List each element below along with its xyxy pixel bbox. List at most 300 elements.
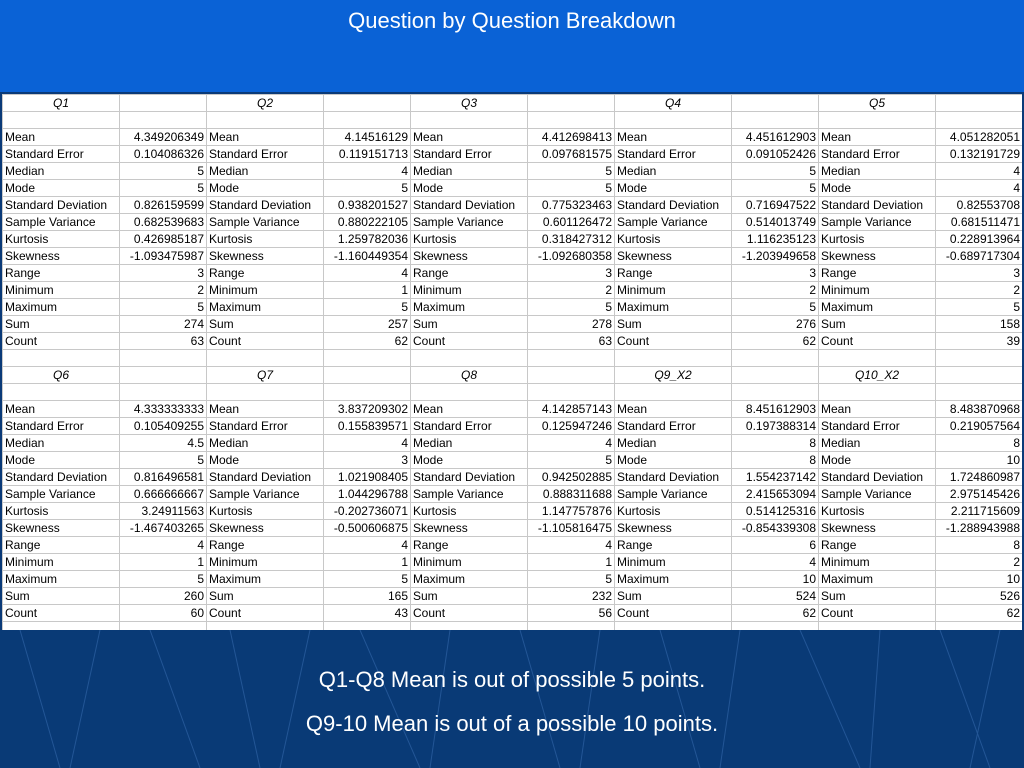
- empty-cell: [3, 350, 120, 367]
- stat-value: 232: [528, 588, 615, 605]
- stat-value: -1.288943988: [936, 520, 1023, 537]
- question-header: Q7: [207, 367, 324, 384]
- empty-cell: [732, 350, 819, 367]
- question-header: Q1: [3, 95, 120, 112]
- question-header: Q10_X2: [819, 367, 936, 384]
- stat-label: Skewness: [207, 248, 324, 265]
- empty-cell: [732, 622, 819, 631]
- empty-cell: [207, 622, 324, 631]
- table-row: [3, 605, 1023, 622]
- stat-label: Median: [819, 435, 936, 452]
- table-row: [3, 333, 1023, 350]
- empty-cell: [411, 350, 528, 367]
- stat-label: Sample Variance: [3, 486, 120, 503]
- stat-value: 257: [324, 316, 411, 333]
- stat-value: -1.105816475: [528, 520, 615, 537]
- stat-label: Maximum: [411, 299, 528, 316]
- stat-value: 0.880222105: [324, 214, 411, 231]
- footer-note-q9-q10: Q9-10 Mean is out of a possible 10 points.: [305, 711, 719, 736]
- empty-cell: [615, 350, 732, 367]
- stat-label: Kurtosis: [207, 231, 324, 248]
- empty-cell: [936, 367, 1023, 384]
- stat-value: 5: [324, 299, 411, 316]
- stat-label: Mode: [411, 180, 528, 197]
- stat-label: Range: [3, 537, 120, 554]
- stat-label: Skewness: [819, 520, 936, 537]
- empty-cell: [324, 367, 411, 384]
- table-row: [3, 265, 1023, 282]
- stat-value: 5: [120, 180, 207, 197]
- empty-cell: [207, 384, 324, 401]
- stat-label: Minimum: [411, 282, 528, 299]
- empty-cell: [819, 350, 936, 367]
- stat-value: 1: [324, 554, 411, 571]
- empty-cell: [528, 112, 615, 129]
- stat-label: Sample Variance: [411, 214, 528, 231]
- stat-label: Range: [819, 265, 936, 282]
- table-row: [3, 435, 1023, 452]
- stat-label: Range: [3, 265, 120, 282]
- stat-label: Count: [819, 333, 936, 350]
- stat-value: 4: [324, 537, 411, 554]
- question-header: Q6: [3, 367, 120, 384]
- stat-label: Standard Error: [819, 418, 936, 435]
- stat-value: 4.333333333: [120, 401, 207, 418]
- blank-row: [3, 350, 1023, 367]
- stat-label: Range: [615, 265, 732, 282]
- stat-label: Minimum: [411, 554, 528, 571]
- stat-label: Median: [615, 163, 732, 180]
- stat-value: 0.426985187: [120, 231, 207, 248]
- stat-label: Mean: [411, 401, 528, 418]
- stat-label: Standard Deviation: [3, 197, 120, 214]
- table-row: [3, 231, 1023, 248]
- stat-label: Standard Deviation: [207, 469, 324, 486]
- table-row: [3, 401, 1023, 418]
- stat-value: 5: [528, 452, 615, 469]
- stat-label: Median: [411, 435, 528, 452]
- stat-value: 1: [528, 554, 615, 571]
- question-header: Q5: [819, 95, 936, 112]
- stat-value: 2.211715609: [936, 503, 1023, 520]
- stat-label: Sample Variance: [615, 214, 732, 231]
- stat-label: Sum: [819, 316, 936, 333]
- stat-value: 62: [732, 605, 819, 622]
- stat-value: 4: [528, 435, 615, 452]
- stat-label: Standard Deviation: [207, 197, 324, 214]
- empty-cell: [732, 384, 819, 401]
- stat-value: 63: [120, 333, 207, 350]
- stat-value: 62: [936, 605, 1023, 622]
- stat-label: Kurtosis: [615, 231, 732, 248]
- stat-label: Sum: [3, 316, 120, 333]
- stat-label: Standard Deviation: [411, 197, 528, 214]
- empty-cell: [324, 384, 411, 401]
- empty-cell: [324, 350, 411, 367]
- table-row: [3, 299, 1023, 316]
- stat-value: 0.716947522: [732, 197, 819, 214]
- empty-cell: [207, 350, 324, 367]
- stat-value: 274: [120, 316, 207, 333]
- stat-value: 5: [120, 452, 207, 469]
- empty-cell: [732, 112, 819, 129]
- stat-label: Range: [411, 265, 528, 282]
- stat-label: Mode: [819, 452, 936, 469]
- stat-value: 0.125947246: [528, 418, 615, 435]
- stat-value: 0.119151713: [324, 146, 411, 163]
- stat-label: Standard Deviation: [819, 197, 936, 214]
- statistics-spreadsheet: [2, 94, 1022, 630]
- stat-value: 3: [732, 265, 819, 282]
- stat-label: Mean: [207, 129, 324, 146]
- empty-cell: [819, 622, 936, 631]
- stat-label: Kurtosis: [819, 231, 936, 248]
- stat-label: Maximum: [207, 571, 324, 588]
- stat-label: Mode: [819, 180, 936, 197]
- empty-cell: [324, 112, 411, 129]
- stat-label: Range: [615, 537, 732, 554]
- stat-label: Sum: [3, 588, 120, 605]
- stat-label: Standard Deviation: [615, 469, 732, 486]
- stat-value: 2: [732, 282, 819, 299]
- empty-cell: [3, 112, 120, 129]
- empty-cell: [120, 384, 207, 401]
- stat-value: 260: [120, 588, 207, 605]
- stat-value: 4: [324, 435, 411, 452]
- stat-label: Maximum: [207, 299, 324, 316]
- stat-label: Median: [615, 435, 732, 452]
- stat-value: 0.82553708: [936, 197, 1023, 214]
- empty-cell: [732, 367, 819, 384]
- empty-cell: [528, 367, 615, 384]
- stat-label: Mode: [207, 180, 324, 197]
- stat-label: Standard Deviation: [3, 469, 120, 486]
- stat-value: 0.681511471: [936, 214, 1023, 231]
- stat-label: Mean: [3, 129, 120, 146]
- stat-value: 4.5: [120, 435, 207, 452]
- stat-value: 0.942502885: [528, 469, 615, 486]
- table-row: [3, 588, 1023, 605]
- stat-value: 0.826159599: [120, 197, 207, 214]
- question-header: Q8: [411, 367, 528, 384]
- empty-cell: [528, 622, 615, 631]
- stat-value: 1.724860987: [936, 469, 1023, 486]
- stat-label: Minimum: [819, 554, 936, 571]
- stat-value: 526: [936, 588, 1023, 605]
- stat-value: 5: [936, 299, 1023, 316]
- stat-value: 2.975145426: [936, 486, 1023, 503]
- stat-label: Median: [3, 435, 120, 452]
- stat-value: 4.412698413: [528, 129, 615, 146]
- stat-label: Minimum: [615, 282, 732, 299]
- empty-cell: [120, 367, 207, 384]
- empty-cell: [615, 384, 732, 401]
- table-row: [3, 197, 1023, 214]
- stat-label: Mode: [3, 452, 120, 469]
- stat-label: Standard Error: [3, 146, 120, 163]
- stat-label: Skewness: [411, 248, 528, 265]
- stat-value: 5: [528, 299, 615, 316]
- stat-value: 2: [528, 282, 615, 299]
- stat-label: Mean: [819, 129, 936, 146]
- stat-label: Median: [207, 163, 324, 180]
- stat-label: Mean: [615, 401, 732, 418]
- slide-title: Question by Question Breakdown: [348, 8, 676, 33]
- stat-label: Standard Error: [615, 146, 732, 163]
- table-row: [3, 129, 1023, 146]
- table-row: [3, 452, 1023, 469]
- stat-value: 1.259782036: [324, 231, 411, 248]
- stat-value: 0.104086326: [120, 146, 207, 163]
- stat-label: Minimum: [3, 554, 120, 571]
- stat-value: 3.837209302: [324, 401, 411, 418]
- stat-label: Sum: [615, 588, 732, 605]
- stat-value: 8: [732, 452, 819, 469]
- stat-label: Mode: [207, 452, 324, 469]
- stat-label: Mean: [207, 401, 324, 418]
- stat-label: Standard Error: [615, 418, 732, 435]
- stat-value: 5: [732, 299, 819, 316]
- stat-value: 8: [936, 435, 1023, 452]
- stat-label: Mean: [819, 401, 936, 418]
- empty-cell: [120, 350, 207, 367]
- stat-value: 5: [120, 163, 207, 180]
- stat-value: 2: [936, 282, 1023, 299]
- stat-label: Range: [207, 265, 324, 282]
- stat-value: 3.24911563: [120, 503, 207, 520]
- stat-value: 0.666666667: [120, 486, 207, 503]
- stat-value: 165: [324, 588, 411, 605]
- table-row: [3, 469, 1023, 486]
- stat-value: 5: [528, 163, 615, 180]
- table-row: [3, 214, 1023, 231]
- table-row: [3, 571, 1023, 588]
- empty-cell: [411, 112, 528, 129]
- stat-label: Sample Variance: [207, 214, 324, 231]
- stat-label: Standard Error: [411, 146, 528, 163]
- stat-label: Standard Deviation: [819, 469, 936, 486]
- stat-value: 63: [528, 333, 615, 350]
- stat-label: Minimum: [207, 554, 324, 571]
- stat-value: 4: [936, 180, 1023, 197]
- stat-value: 5: [528, 571, 615, 588]
- table-row: [3, 537, 1023, 554]
- stat-label: Median: [207, 435, 324, 452]
- stat-label: Range: [207, 537, 324, 554]
- stat-value: -1.160449354: [324, 248, 411, 265]
- stat-label: Sample Variance: [411, 486, 528, 503]
- stat-label: Maximum: [411, 571, 528, 588]
- stat-value: 1: [324, 282, 411, 299]
- stat-value: 1.044296788: [324, 486, 411, 503]
- stat-label: Skewness: [207, 520, 324, 537]
- stat-label: Skewness: [3, 520, 120, 537]
- stat-value: 0.514125316: [732, 503, 819, 520]
- empty-cell: [528, 384, 615, 401]
- question-header: Q9_X2: [615, 367, 732, 384]
- stat-value: 3: [120, 265, 207, 282]
- stat-label: Mean: [3, 401, 120, 418]
- stat-label: Range: [819, 537, 936, 554]
- stat-value: 4.451612903: [732, 129, 819, 146]
- stat-label: Count: [819, 605, 936, 622]
- table-row: [3, 418, 1023, 435]
- stat-value: -0.500606875: [324, 520, 411, 537]
- empty-cell: [207, 112, 324, 129]
- stat-label: Kurtosis: [3, 503, 120, 520]
- stat-label: Kurtosis: [411, 503, 528, 520]
- stat-value: 39: [936, 333, 1023, 350]
- stat-label: Kurtosis: [411, 231, 528, 248]
- stat-label: Count: [207, 333, 324, 350]
- stat-value: 0.091052426: [732, 146, 819, 163]
- stat-label: Mode: [411, 452, 528, 469]
- stat-value: 158: [936, 316, 1023, 333]
- stat-value: 0.228913964: [936, 231, 1023, 248]
- stat-value: 0.888311688: [528, 486, 615, 503]
- table-row: [3, 163, 1023, 180]
- question-header: Q2: [207, 95, 324, 112]
- stat-label: Minimum: [207, 282, 324, 299]
- stat-label: Maximum: [615, 571, 732, 588]
- stat-label: Mean: [615, 129, 732, 146]
- table-row: [3, 180, 1023, 197]
- stat-value: -0.854339308: [732, 520, 819, 537]
- question-header: Q4: [615, 95, 732, 112]
- stat-value: 10: [936, 452, 1023, 469]
- stat-value: 10: [732, 571, 819, 588]
- decorative-lines: [0, 630, 1024, 768]
- stat-value: 0.105409255: [120, 418, 207, 435]
- statistics-table: [2, 94, 1022, 630]
- stat-label: Median: [411, 163, 528, 180]
- stat-label: Sum: [615, 316, 732, 333]
- stat-value: -1.093475987: [120, 248, 207, 265]
- empty-cell: [819, 112, 936, 129]
- stat-value: 4: [120, 537, 207, 554]
- stat-label: Maximum: [3, 571, 120, 588]
- stat-value: 0.938201527: [324, 197, 411, 214]
- stat-label: Standard Deviation: [615, 197, 732, 214]
- empty-cell: [732, 95, 819, 112]
- stat-value: -1.467403265: [120, 520, 207, 537]
- blank-row: [3, 112, 1023, 129]
- stat-value: 2: [120, 282, 207, 299]
- stat-value: 524: [732, 588, 819, 605]
- empty-cell: [936, 384, 1023, 401]
- stat-label: Sum: [411, 316, 528, 333]
- stat-label: Count: [615, 333, 732, 350]
- stat-value: 62: [324, 333, 411, 350]
- stat-label: Maximum: [819, 571, 936, 588]
- stat-label: Skewness: [411, 520, 528, 537]
- stat-value: 5: [324, 571, 411, 588]
- stat-value: 0.155839571: [324, 418, 411, 435]
- blank-row: [3, 622, 1023, 631]
- stat-value: 8.451612903: [732, 401, 819, 418]
- stat-label: Count: [411, 333, 528, 350]
- stat-value: 0.318427312: [528, 231, 615, 248]
- stat-label: Count: [411, 605, 528, 622]
- stat-value: 5: [732, 180, 819, 197]
- stat-label: Median: [819, 163, 936, 180]
- stat-label: Skewness: [819, 248, 936, 265]
- stat-value: 1.116235123: [732, 231, 819, 248]
- stat-value: 43: [324, 605, 411, 622]
- stat-label: Count: [207, 605, 324, 622]
- stat-value: 1.554237142: [732, 469, 819, 486]
- stat-value: 0.097681575: [528, 146, 615, 163]
- stat-label: Kurtosis: [207, 503, 324, 520]
- stat-value: 4.142857143: [528, 401, 615, 418]
- stat-label: Sample Variance: [207, 486, 324, 503]
- stat-label: Mode: [615, 452, 732, 469]
- stat-label: Standard Deviation: [411, 469, 528, 486]
- stat-label: Sum: [207, 316, 324, 333]
- table-row: [3, 282, 1023, 299]
- stat-value: 5: [120, 299, 207, 316]
- empty-cell: [411, 384, 528, 401]
- stat-label: Skewness: [615, 248, 732, 265]
- empty-cell: [936, 95, 1023, 112]
- stat-label: Sample Variance: [819, 486, 936, 503]
- empty-cell: [936, 622, 1023, 631]
- stat-label: Skewness: [615, 520, 732, 537]
- stat-label: Mean: [411, 129, 528, 146]
- stat-value: 5: [528, 180, 615, 197]
- stat-label: Maximum: [615, 299, 732, 316]
- stat-value: 5: [732, 163, 819, 180]
- stat-value: 0.514013749: [732, 214, 819, 231]
- stat-value: 10: [936, 571, 1023, 588]
- stat-value: 4: [936, 163, 1023, 180]
- blank-row: [3, 384, 1023, 401]
- stat-label: Mode: [615, 180, 732, 197]
- stat-value: 2.415653094: [732, 486, 819, 503]
- stat-value: 0.816496581: [120, 469, 207, 486]
- stat-label: Sum: [207, 588, 324, 605]
- empty-cell: [819, 384, 936, 401]
- stat-label: Maximum: [819, 299, 936, 316]
- stat-label: Standard Error: [819, 146, 936, 163]
- stat-value: 2: [936, 554, 1023, 571]
- empty-cell: [120, 622, 207, 631]
- stat-value: 278: [528, 316, 615, 333]
- stat-value: 4.14516129: [324, 129, 411, 146]
- stat-value: 4: [324, 163, 411, 180]
- empty-cell: [120, 95, 207, 112]
- stat-label: Skewness: [3, 248, 120, 265]
- stat-label: Minimum: [615, 554, 732, 571]
- stat-value: 5: [120, 571, 207, 588]
- table-row: [3, 503, 1023, 520]
- header-row: [3, 95, 1023, 112]
- stat-value: 6: [732, 537, 819, 554]
- stat-value: 4.349206349: [120, 129, 207, 146]
- stat-value: 1.147757876: [528, 503, 615, 520]
- stat-label: Kurtosis: [615, 503, 732, 520]
- stat-value: 1.021908405: [324, 469, 411, 486]
- stat-value: 8: [732, 435, 819, 452]
- stat-value: 4: [732, 554, 819, 571]
- stat-label: Kurtosis: [819, 503, 936, 520]
- empty-cell: [324, 622, 411, 631]
- stat-label: Range: [411, 537, 528, 554]
- table-row: [3, 486, 1023, 503]
- stat-label: Kurtosis: [3, 231, 120, 248]
- stat-label: Count: [3, 605, 120, 622]
- stat-label: Count: [3, 333, 120, 350]
